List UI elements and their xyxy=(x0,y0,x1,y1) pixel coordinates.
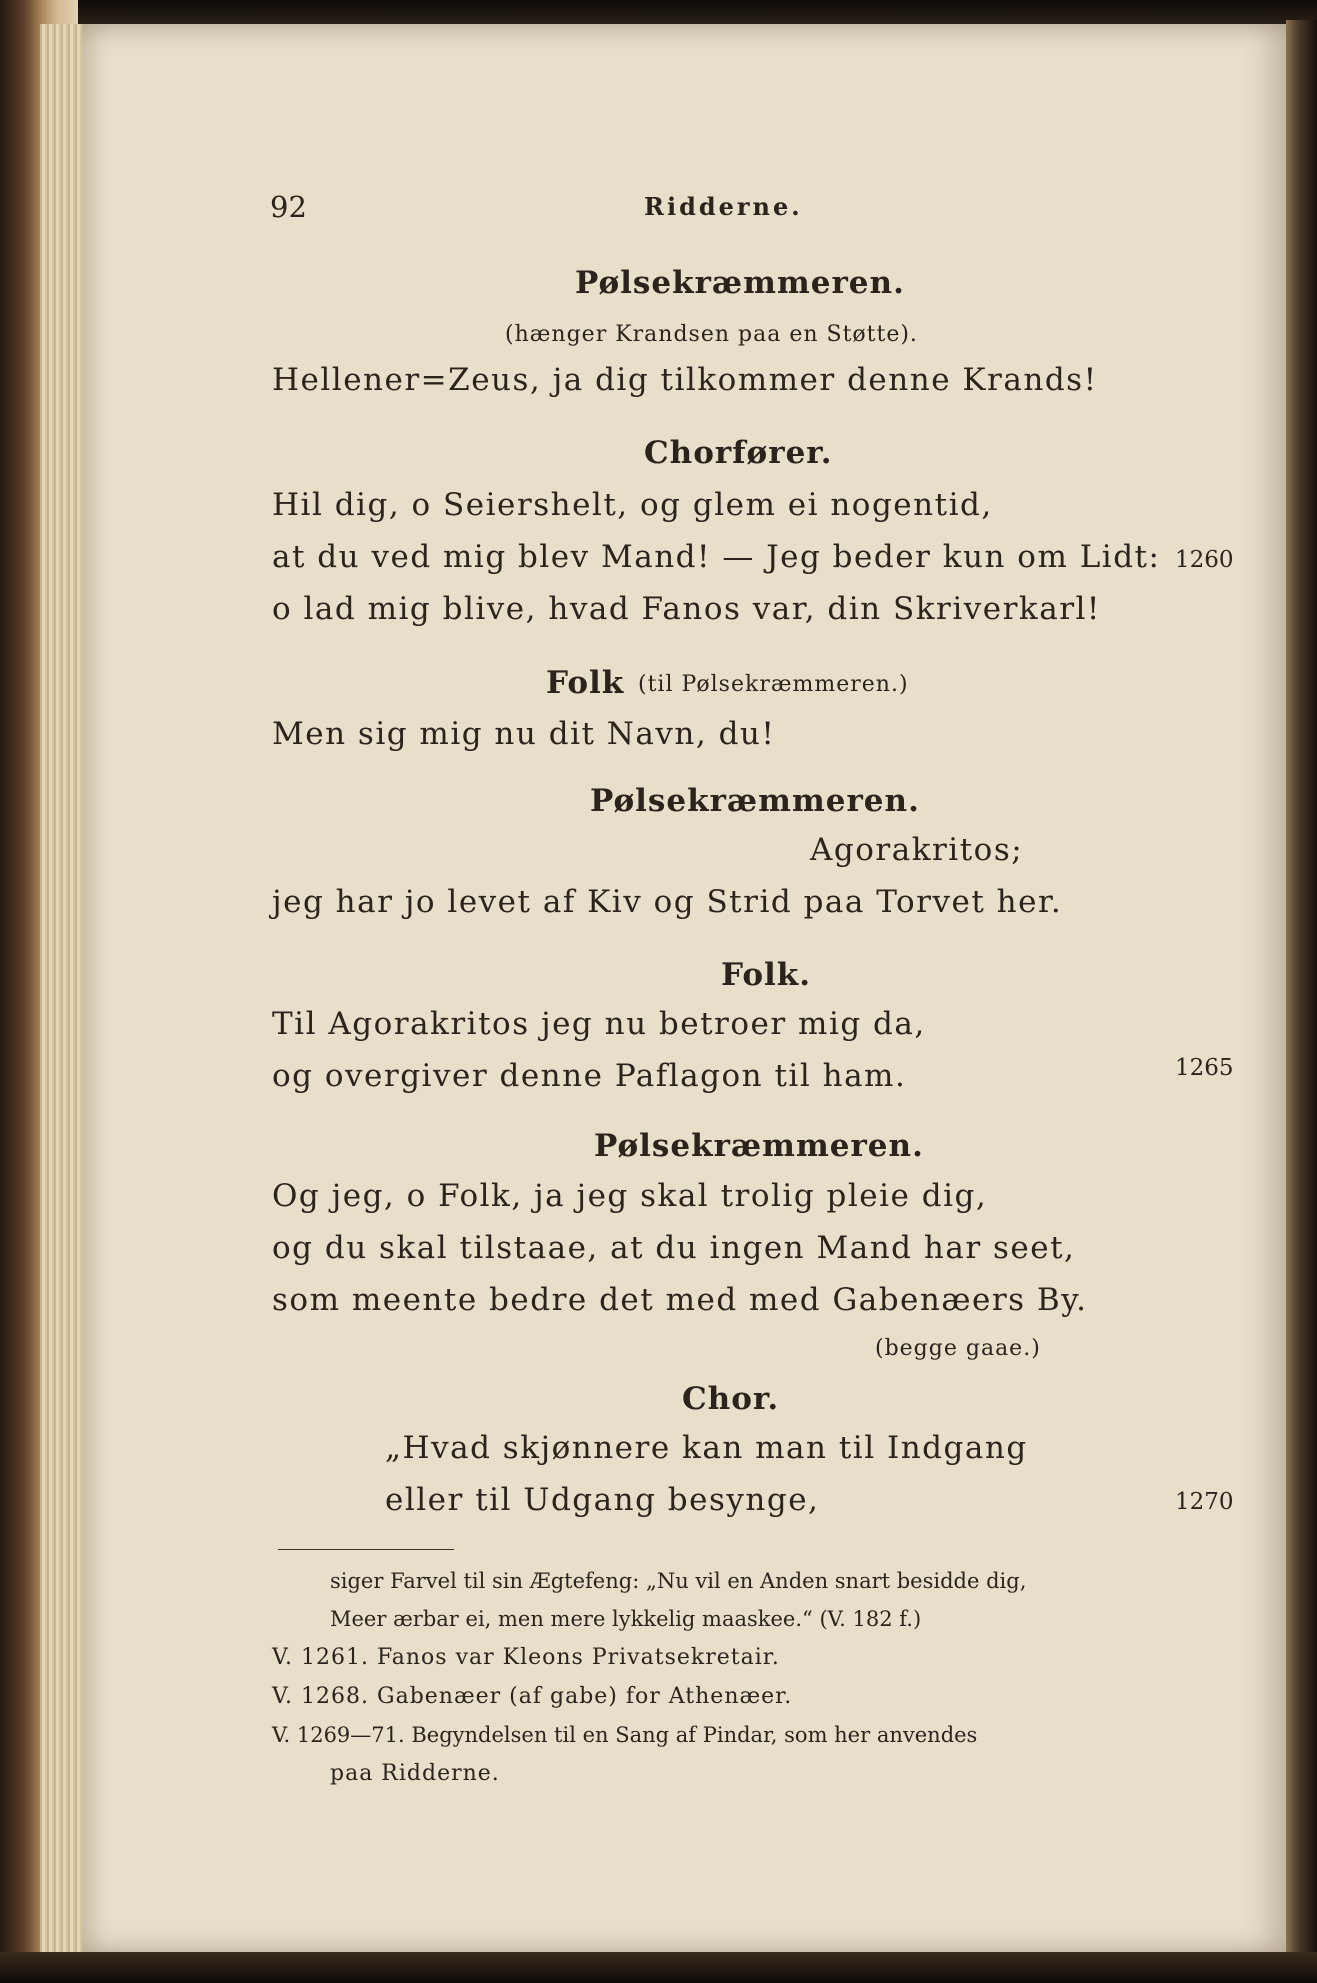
stage-direction: (hænger Krandsen paa en Støtte). xyxy=(505,322,918,347)
verse-line: som meente bedre det med med Gabenæers By. xyxy=(272,1282,1088,1318)
speaker-heading: Pølsekræmmeren. xyxy=(575,265,905,301)
verse-line: Men sig mig nu dit Navn, du! xyxy=(272,716,776,752)
line-number: 1265 xyxy=(1175,1055,1234,1081)
speaker-heading: Chorfører. xyxy=(644,435,833,471)
running-title: Ridderne. xyxy=(644,192,803,221)
verse-line: og overgiver denne Paflagon til ham. xyxy=(272,1058,907,1094)
verse-line: Og jeg, o Folk, ja jeg skal trolig pleie dig, xyxy=(272,1178,988,1214)
book-right-edge xyxy=(1286,20,1317,1983)
footnote-line: paa Ridderne. xyxy=(330,1761,500,1786)
page-stack-edges xyxy=(40,24,84,1954)
book-top-edge xyxy=(0,0,1317,26)
verse-line: at du ved mig blev Mand! — Jeg beder kun om Lidt: xyxy=(272,539,1161,575)
verse-line: „Hvad skjønnere kan man til Indgang xyxy=(385,1430,1028,1466)
speaker-heading: Chor. xyxy=(682,1381,780,1417)
page-number: 92 xyxy=(270,190,307,224)
book-bottom-edge xyxy=(0,1952,1317,1983)
line-number: 1270 xyxy=(1175,1489,1234,1515)
verse-line: Agorakritos; xyxy=(810,832,1024,868)
verse-line: Hellener=Zeus, ja dig tilkommer denne Krands! xyxy=(272,362,1098,398)
speaker-heading: Folk xyxy=(546,665,625,701)
footnote-line: V. 1269—71. Begyndelsen til en Sang af Pindar, som her anvendes xyxy=(272,1723,978,1747)
footnote-line: Meer ærbar ei, men mere lykkelig maaskee.“ (V. 182 f.) xyxy=(330,1607,922,1631)
footnote-line: siger Farvel til sin Ægtefeng: „Nu vil en Anden snart besidde dig, xyxy=(330,1569,1027,1593)
verse-line: Til Agorakritos jeg nu betroer mig da, xyxy=(272,1006,926,1042)
stage-direction: (til Pølsekræmmeren.) xyxy=(638,672,909,697)
footnote-line: V. 1268. Gabenæer (af gabe) for Athenæer. xyxy=(272,1684,793,1709)
footnote-rule xyxy=(278,1549,454,1550)
line-number: 1260 xyxy=(1175,547,1234,573)
stage-direction: (begge gaae.) xyxy=(875,1336,1041,1361)
speaker-heading: Folk. xyxy=(721,957,812,993)
verse-line: og du skal tilstaae, at du ingen Mand har seet, xyxy=(272,1230,1076,1266)
footnote-line: V. 1261. Fanos var Kleons Privatsekretair. xyxy=(272,1645,780,1670)
verse-line: Hil dig, o Seiershelt, og glem ei nogentid, xyxy=(272,487,993,523)
verse-line: eller til Udgang besynge, xyxy=(385,1482,820,1518)
speaker-heading: Pølsekræmmeren. xyxy=(594,1128,924,1164)
speaker-heading: Pølsekræmmeren. xyxy=(590,783,920,819)
verse-line: o lad mig blive, hvad Fanos var, din Skriverkarl! xyxy=(272,591,1101,627)
verse-line: jeg har jo levet af Kiv og Strid paa Torvet her. xyxy=(272,884,1063,920)
